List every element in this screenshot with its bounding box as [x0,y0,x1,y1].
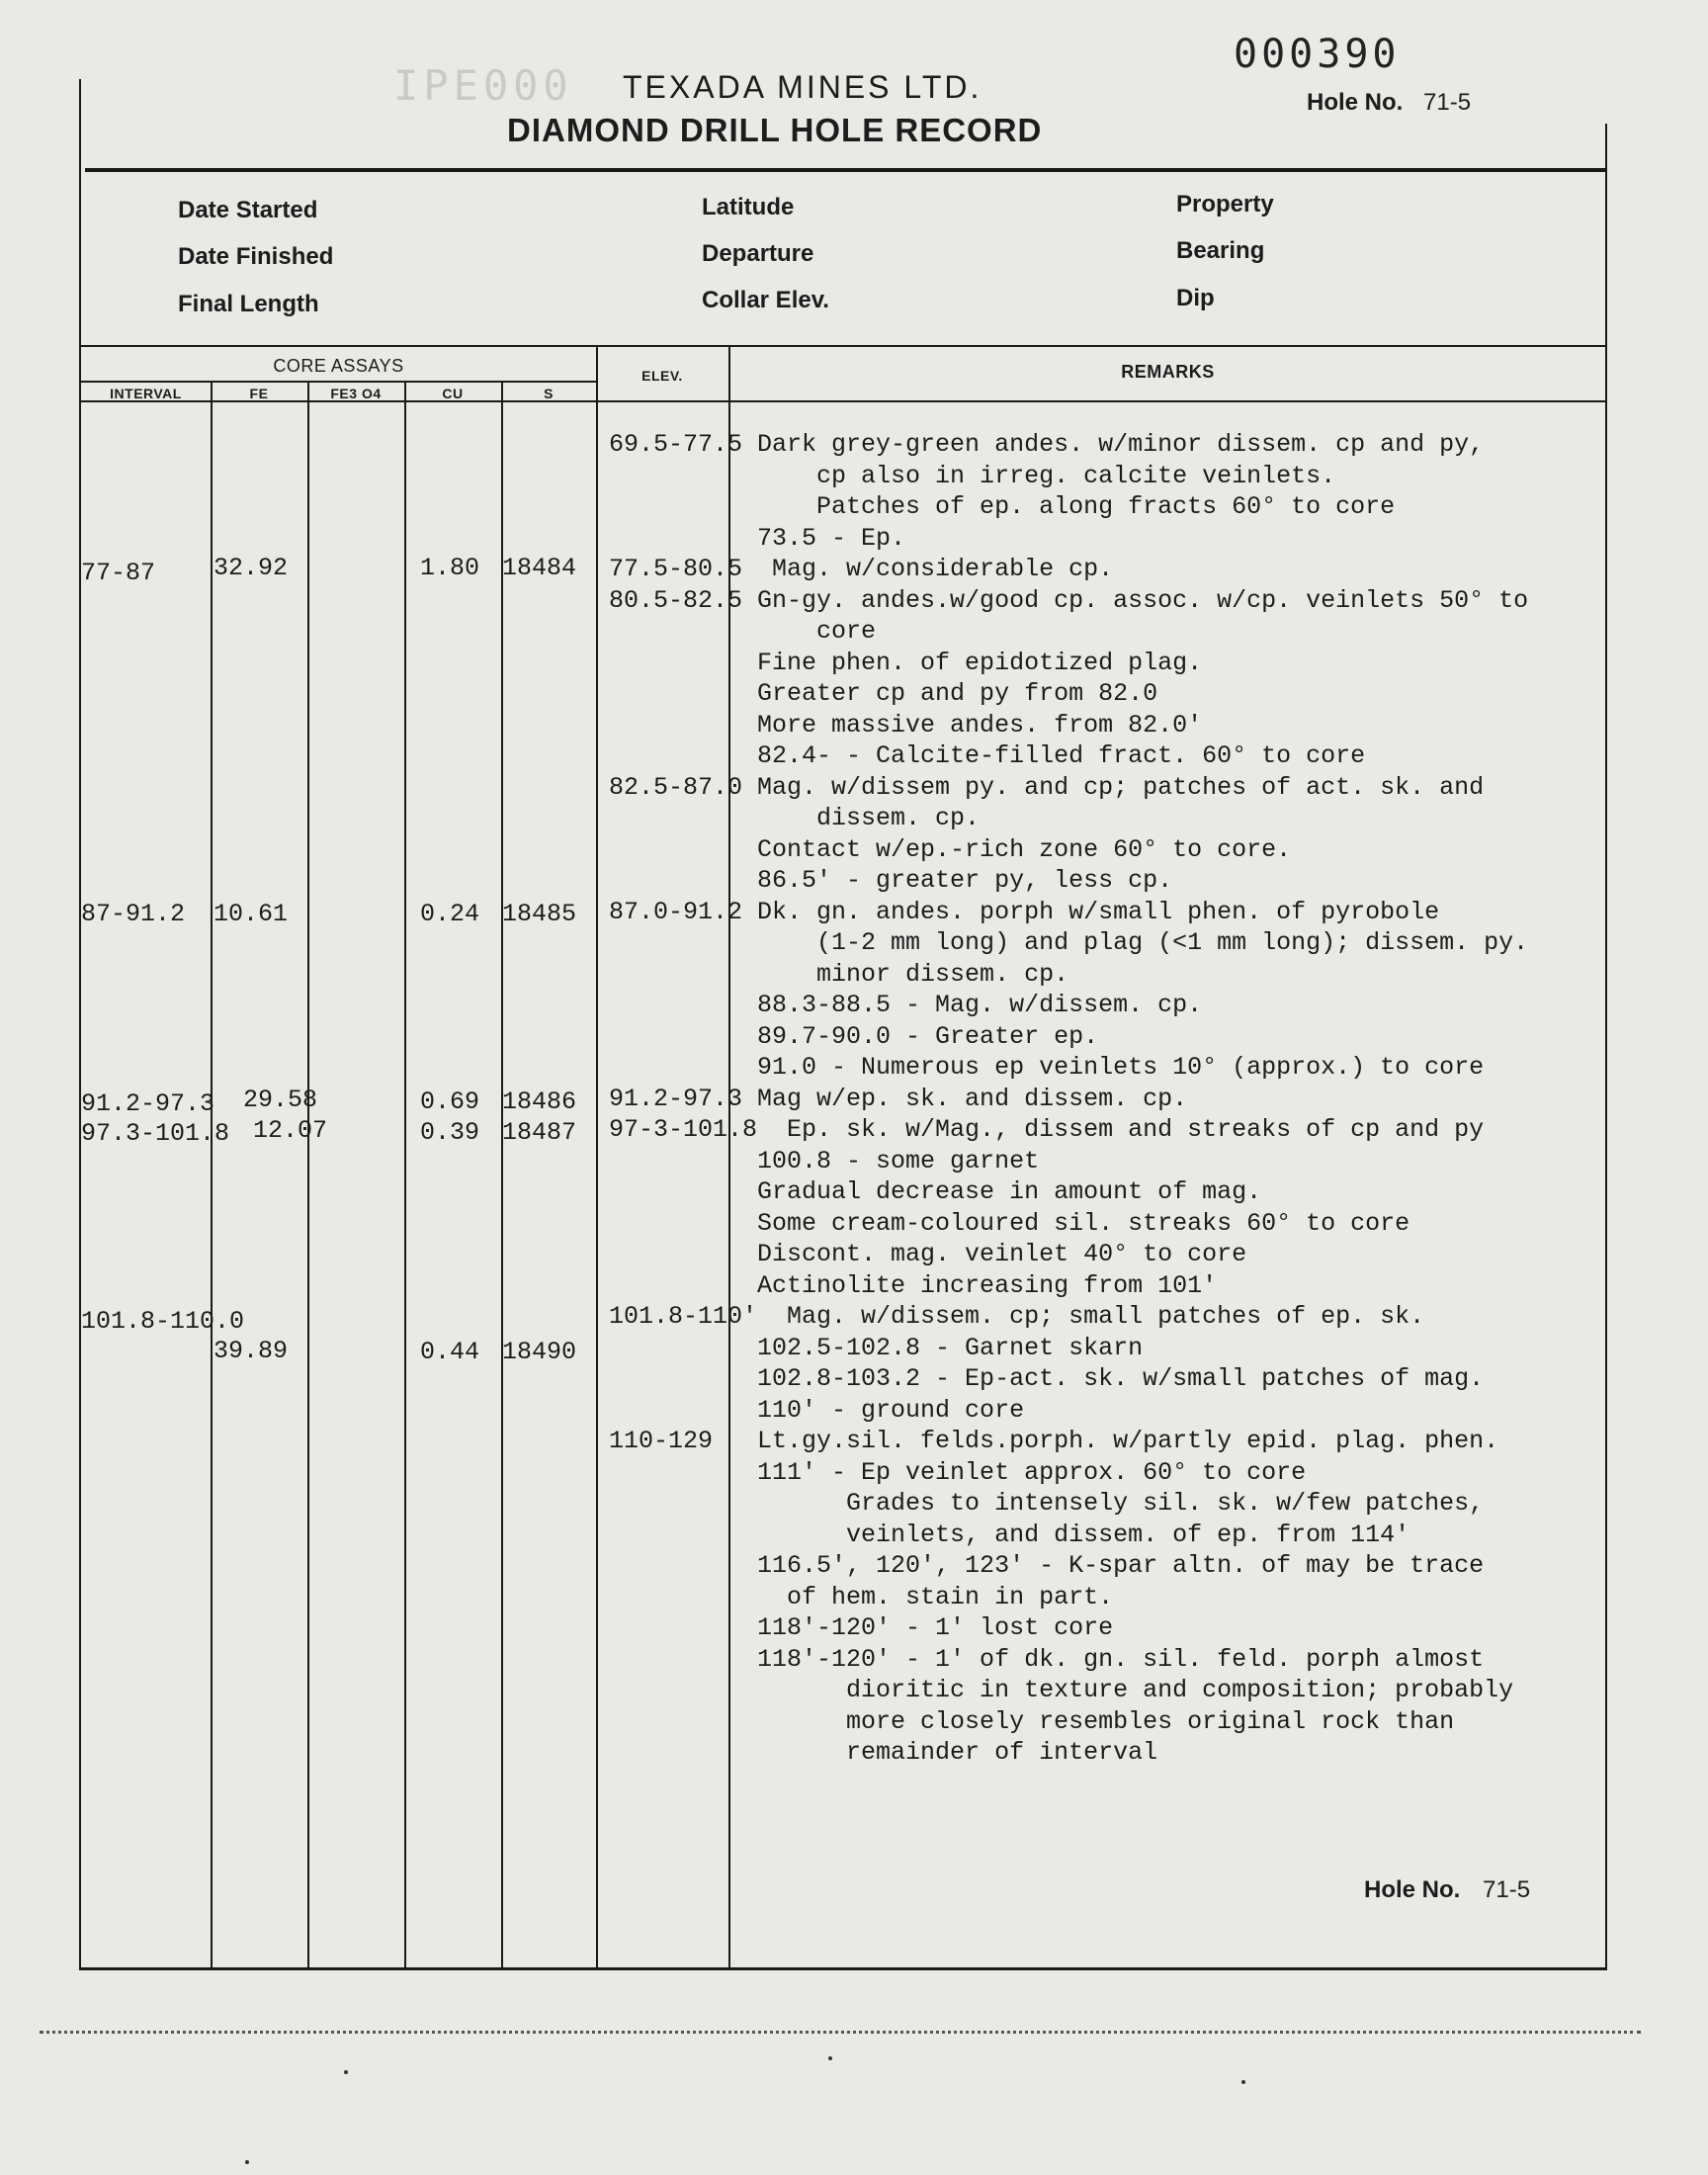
assay-interval: 77-87 [81,559,156,587]
scan-speck [344,2070,348,2074]
core-assays-rule [79,381,598,383]
log-line: minor dissem. cp. [609,959,1069,989]
col-div-cu [501,381,503,1969]
date-finished-label: Date Finished [178,243,334,270]
s-heading: S [544,386,554,401]
log-line: cp also in irreg. calcite veinlets. [609,461,1336,490]
assay-s: 18486 [502,1088,577,1116]
log-line: 91.2-97.3 Mag w/ep. sk. and dissem. cp. [609,1084,1188,1113]
assay-cu: 0.39 [420,1118,480,1147]
log-line: 100.8 - some garnet [609,1146,1040,1175]
log-line: 80.5-82.5 Gn-gy. andes.w/good cp. assoc. w/cp. veinlets 50° to [609,585,1529,615]
header-rule [85,168,1607,172]
date-started-label: Date Started [178,197,318,223]
assay-fe: 32.92 [214,554,289,582]
fe3o4-heading: FE3 O4 [330,386,382,401]
remarks-log [609,429,1528,1769]
log-line: 102.5-102.8 - Garnet skarn [609,1333,1144,1362]
collar-elev-label: Collar Elev. [702,287,829,313]
log-line: dioritic in texture and composition; probably [609,1676,1514,1704]
assay-cu: 0.44 [420,1338,480,1366]
latitude-label: Latitude [702,194,795,220]
core-assays-heading: CORE ASSAYS [273,356,404,376]
assay-s: 18484 [502,554,577,582]
footer-hole-number: 71-5 [1483,1876,1531,1903]
log-line: Some cream-coloured sil. streaks 60° to core [609,1208,1410,1238]
log-line: 116.5', 120', 123' - K-spar altn. of may be trace [609,1551,1485,1580]
log-line: (1-2 mm long) and plag (<1 mm long); dissem. py. [609,928,1529,957]
col-div-interval [211,381,213,1969]
log-line: Gradual decrease in amount of mag. [609,1177,1262,1206]
assay-fe: 12.07 [253,1116,328,1145]
dip-label: Dip [1176,285,1215,311]
assay-interval: 101.8-110.0 [81,1307,245,1336]
col-div-s [596,345,598,1969]
footer-hole-label: Hole No. [1364,1876,1461,1903]
property-label: Property [1176,191,1274,218]
log-line: Grades to intensely sil. sk. w/few patches, [609,1489,1485,1518]
assay-interval: 97.3-101.8 [81,1119,230,1148]
col-div-fe3o4 [404,381,406,1969]
log-line: 73.5 - Ep. [609,523,906,553]
assay-fe: 39.89 [214,1337,289,1365]
scan-speck [1241,2080,1245,2084]
assay-interval: 91.2-97.3 [81,1089,215,1118]
log-line: 118'-120' - 1' lost core [609,1613,1114,1642]
log-line: Fine phen. of epidotized plag. [609,648,1203,677]
assay-s: 18485 [502,900,577,928]
log-line: 69.5-77.5 Dark grey-green andes. w/minor dissem. cp and py, [609,430,1485,459]
hole-number: 71-5 [1423,89,1472,116]
fe-heading: FE [249,386,269,401]
log-line: 110' - ground core [609,1395,1025,1425]
log-line: Patches of ep. along fracts 60° to core [609,492,1396,521]
log-line: 87.0-91.2 Dk. gn. andes. porph w/small phen. of pyrobole [609,897,1440,926]
scan-speck [245,2160,249,2164]
assay-cu: 0.69 [420,1088,480,1116]
company-name: TEXADA MINES LTD. [623,69,982,105]
log-line: more closely resembles original rock than [609,1706,1455,1736]
log-line: 110-129 Lt.gy.sil. felds.porph. w/partly epid. plag. phen. [609,1427,1499,1455]
assay-s: 18487 [502,1118,577,1147]
log-line: Actinolite increasing from 101' [609,1270,1218,1300]
log-line: of hem. stain in part. [609,1582,1114,1611]
log-line: 82.4- - Calcite-filled fract. 60° to core [609,741,1366,770]
col-div-fe [307,381,309,1969]
assay-interval: 87-91.2 [81,900,186,928]
document-number: 000390 [1234,32,1401,77]
log-line: More massive andes. from 82.0' [609,710,1203,740]
log-line: 88.3-88.5 - Mag. w/dissem. cp. [609,991,1203,1019]
scan-dotted-line [40,2031,1641,2034]
log-line: 86.5' - greater py, less cp. [609,866,1173,895]
hole-number-header [1307,89,1471,117]
log-line: 97-3-101.8 Ep. sk. w/Mag., dissem and streaks of cp and py [609,1115,1485,1144]
interval-heading: INTERVAL [110,386,182,401]
hole-label: Hole No. [1307,89,1404,116]
document-title: DIAMOND DRILL HOLE RECORD [507,112,1043,148]
log-line: dissem. cp. [609,804,981,832]
cu-heading: CU [442,386,464,401]
bearing-label: Bearing [1176,237,1265,264]
assay-fe: 29.58 [243,1086,318,1114]
log-line: 91.0 - Numerous ep veinlets 10° (approx.) to core [609,1053,1485,1082]
log-line: 77.5-80.5 Mag. w/considerable cp. [609,555,1114,583]
assay-fe: 10.61 [214,900,289,928]
assay-cu: 1.80 [420,554,480,582]
log-line: 82.5-87.0 Mag. w/dissem py. and cp; patches of act. sk. and [609,772,1485,802]
log-line: Discont. mag. veinlet 40° to core [609,1240,1247,1268]
log-line: 102.8-103.2 - Ep-act. sk. w/small patches of mag. [609,1364,1485,1393]
hole-number-footer [1364,1876,1530,1904]
ghost-document-number: IPE000 [393,61,573,110]
elev-heading: ELEV. [641,368,683,384]
log-line: 101.8-110' Mag. w/dissem. cp; small patches of ep. sk. [609,1302,1425,1331]
log-line: Greater cp and py from 82.0 [609,679,1158,708]
departure-label: Departure [702,240,814,267]
scan-speck [828,2056,832,2060]
log-line: core [609,617,877,646]
assay-s: 18490 [502,1338,577,1366]
log-line: veinlets, and dissem. of ep. from 114' [609,1520,1410,1549]
log-line: remainder of interval [609,1738,1158,1767]
assay-cu: 0.24 [420,900,480,928]
remarks-heading: REMARKS [1121,362,1215,382]
log-line: 89.7-90.0 - Greater ep. [609,1021,1099,1051]
final-length-label: Final Length [178,291,319,317]
log-line: Contact w/ep.-rich zone 60° to core. [609,834,1292,864]
log-line: 118'-120' - 1' of dk. gn. sil. feld. porph almost [609,1644,1485,1674]
log-line: 111' - Ep veinlet approx. 60° to core [609,1457,1307,1487]
fields-rule [79,345,1607,347]
